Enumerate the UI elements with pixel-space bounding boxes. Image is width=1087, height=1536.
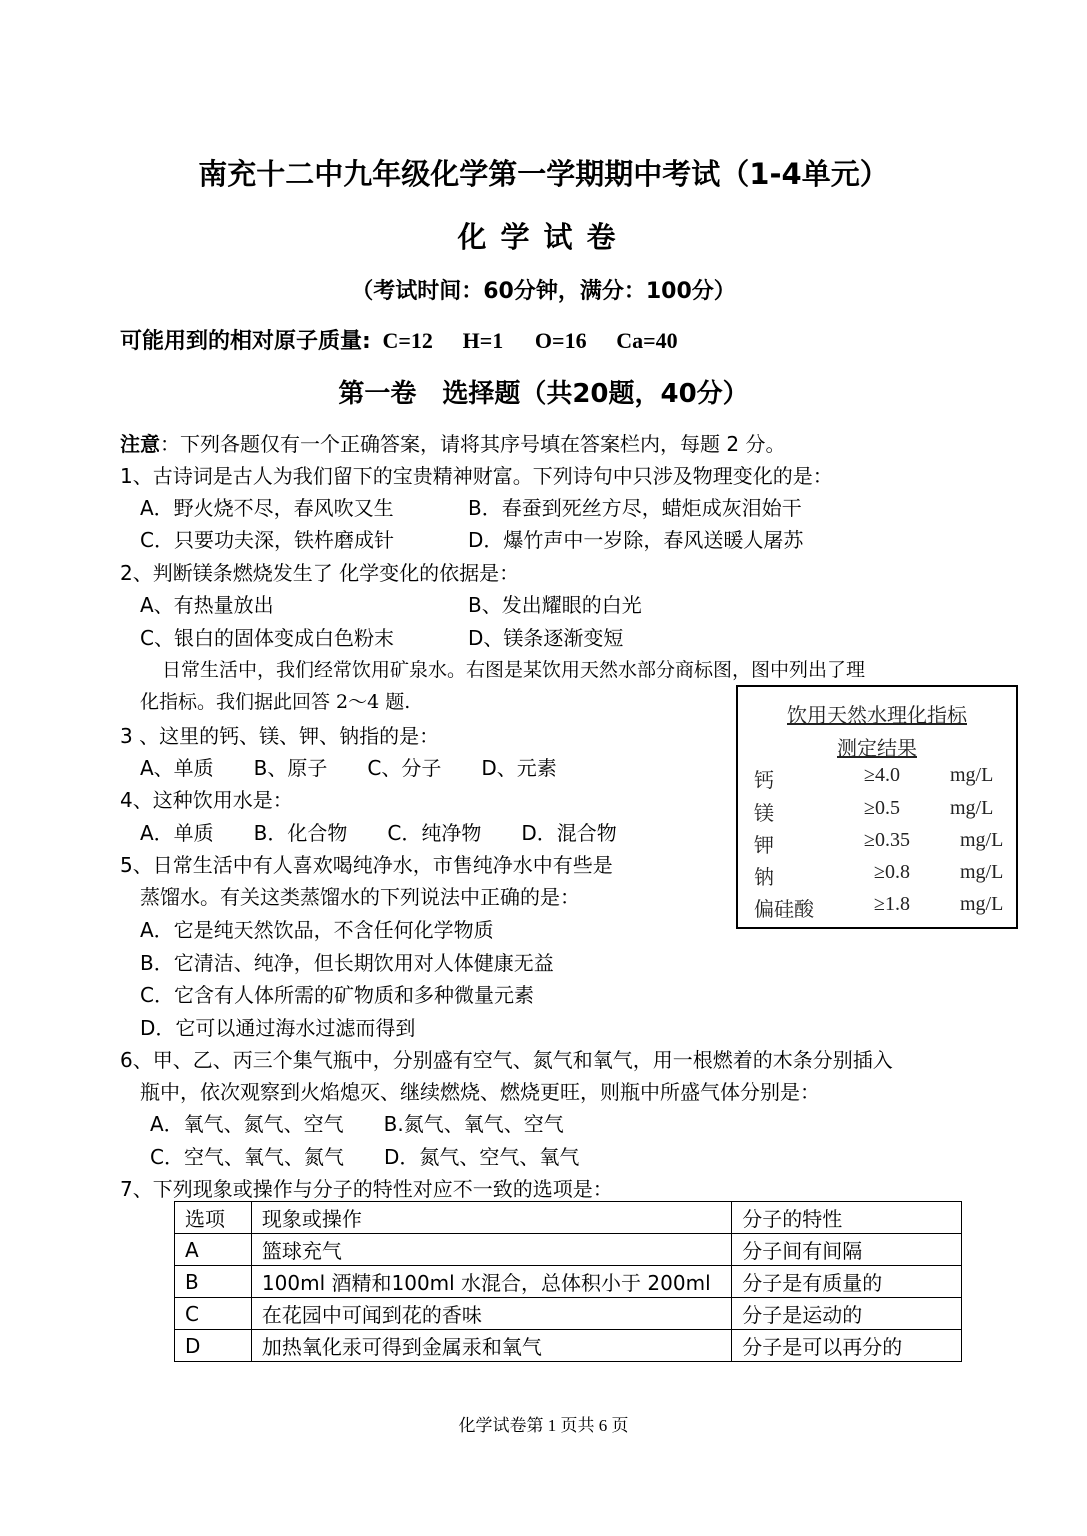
q2-option-b: B、发出耀眼的白光	[468, 593, 642, 617]
table-cell: C	[175, 1298, 252, 1330]
atomic-masses-label: 可能用到的相对原子质量:	[120, 329, 371, 354]
table-row	[175, 1330, 962, 1362]
table-cell: 分子是可以再分的	[732, 1330, 962, 1362]
q2-option-c: C、银白的固体变成白色粉末	[140, 626, 394, 650]
mass-h: H=1	[462, 328, 504, 353]
notice-label: 注意	[120, 432, 160, 456]
water-row-unit: mg/L	[950, 797, 994, 819]
mass-c: C=12	[382, 328, 433, 353]
table-cell: 分子间有间隔	[732, 1234, 962, 1266]
water-row-value: ≥0.35	[864, 829, 910, 851]
water-row-value: ≥0.5	[864, 797, 900, 819]
water-row	[754, 861, 1004, 891]
q6-stem-1: 6、甲、乙、丙三个集气瓶中，分别盛有空气、氮气和氧气，用一根燃着的木条分别插入	[120, 1048, 893, 1072]
q5-option-a: A．它是纯天然饮品，不含任何化学物质	[140, 918, 494, 942]
table-header-cell: 选项	[175, 1202, 252, 1234]
page-footer: 化学试卷第 1 页共 6 页	[458, 1416, 629, 1435]
table-row	[175, 1298, 962, 1330]
table-row	[175, 1266, 962, 1298]
q2-option-d: D、镁条逐渐变短	[468, 626, 624, 650]
water-label-title: 饮用天然水理化指标	[787, 703, 967, 727]
water-row	[754, 893, 1004, 923]
q4-stem: 4、这种饮用水是：	[120, 788, 293, 812]
notice	[120, 428, 785, 457]
q6-options-ab: A．氧气、氮气、空气 B.氮气、氧气、空气	[150, 1112, 564, 1136]
q5-stem-2: 蒸馏水。有关这类蒸馏水的下列说法中正确的是：	[140, 885, 580, 909]
table-cell: B	[175, 1266, 252, 1298]
water-row	[754, 797, 1004, 827]
water-row-value: ≥0.8	[874, 861, 910, 883]
table-cell: 篮球充气	[251, 1234, 731, 1266]
notice-text: ：下列各题仅有一个正确答案，请将其序号填在答案栏内，每题 2 分。	[160, 432, 786, 456]
water-row	[754, 764, 1004, 794]
table-cell: 加热氧化汞可得到金属汞和氧气	[251, 1330, 731, 1362]
water-label-subtitle: 测定结果	[837, 736, 917, 760]
q2-option-a: A、有热量放出	[140, 593, 274, 617]
table-row	[175, 1234, 962, 1266]
q1-option-c: C．只要功夫深，铁杵磨成针	[140, 528, 394, 552]
q3-stem: 3 、这里的钙、镁、钾、钠指的是：	[120, 724, 440, 748]
water-row-name: 偏硅酸	[754, 897, 814, 921]
q1-option-a: A．野火烧不尽，春风吹又生	[140, 496, 394, 520]
water-row-unit: mg/L	[950, 764, 994, 786]
q6-stem-2: 瓶中，依次观察到火焰熄灭、继续燃烧、燃烧更旺，则瓶中所盛气体分别是：	[140, 1080, 820, 1104]
exam-info: （考试时间：60分钟，满分：100分）	[351, 279, 736, 304]
intro-line-1: 日常生活中，我们经常饮用矿泉水。右图是某饮用天然水部分商标图，图中列出了理	[162, 659, 866, 681]
q5-stem-1: 5、日常生活中有人喜欢喝纯净水，市售纯净水中有些是	[120, 853, 613, 877]
q7-table	[174, 1201, 962, 1362]
q4-options: A．单质 B．化合物 C．纯净物 D．混合物	[140, 821, 617, 845]
table-cell: 分子是有质量的	[732, 1266, 962, 1298]
table-cell: 100ml 酒精和100ml 水混合，总体积小于 200ml	[251, 1266, 731, 1298]
q3-options: A、单质 B、原子 C、分子 D、元素	[140, 756, 557, 780]
water-row-unit: mg/L	[960, 893, 1004, 915]
water-row-unit: mg/L	[960, 861, 1004, 883]
table-header-row	[175, 1202, 962, 1234]
q2-stem: 2、判断镁条燃烧发生了 化学变化的依据是：	[120, 561, 520, 585]
exam-title: 南充十二中九年级化学第一学期期中考试（1-4单元）	[198, 157, 889, 191]
water-row-unit: mg/L	[960, 829, 1004, 851]
water-row	[754, 829, 1004, 859]
water-row-name: 镁	[754, 801, 774, 825]
q7-stem: 7、下列现象或操作与分子的特性对应不一致的选项是：	[120, 1177, 613, 1201]
atomic-masses	[120, 324, 678, 355]
q1-option-b: B．春蚕到死丝方尽，蜡炬成灰泪始干	[468, 496, 802, 520]
mass-ca: Ca=40	[616, 328, 678, 353]
water-row-name: 钾	[754, 833, 774, 857]
q1-option-d: D．爆竹声中一岁除，春风送暖人屠苏	[468, 528, 804, 552]
table-cell: 分子是运动的	[732, 1298, 962, 1330]
table-header-cell: 现象或操作	[251, 1202, 731, 1234]
table-cell: 在花园中可闻到花的香味	[251, 1298, 731, 1330]
q5-option-d: D．它可以通过海水过滤而得到	[140, 1016, 416, 1040]
water-row-value: ≥1.8	[874, 893, 910, 915]
q5-option-b: B．它清洁、纯净，但长期饮用对人体健康无益	[140, 951, 554, 975]
water-quality-label	[736, 685, 1018, 929]
q5-option-c: C．它含有人体所需的矿物质和多种微量元素	[140, 983, 534, 1007]
intro-line-2: 化指标。我们据此回答 2～4 题.	[140, 691, 411, 713]
q1-stem: 1、古诗词是古人为我们留下的宝贵精神财富。下列诗句中只涉及物理变化的是：	[120, 464, 833, 488]
water-row-name: 钙	[754, 768, 774, 792]
q6-options-cd: C．空气、氧气、氮气 D．氮气、空气、氧气	[150, 1145, 580, 1169]
water-row-value: ≥4.0	[864, 764, 900, 786]
section-heading: 第一卷 选择题（共20题，40分）	[338, 379, 749, 409]
table-cell: D	[175, 1330, 252, 1362]
water-row-name: 钠	[754, 865, 774, 889]
table-header-cell: 分子的特性	[732, 1202, 962, 1234]
mass-o: O=16	[534, 328, 587, 353]
table-cell: A	[175, 1234, 252, 1266]
paper-subtitle: 化学试卷	[457, 220, 630, 254]
